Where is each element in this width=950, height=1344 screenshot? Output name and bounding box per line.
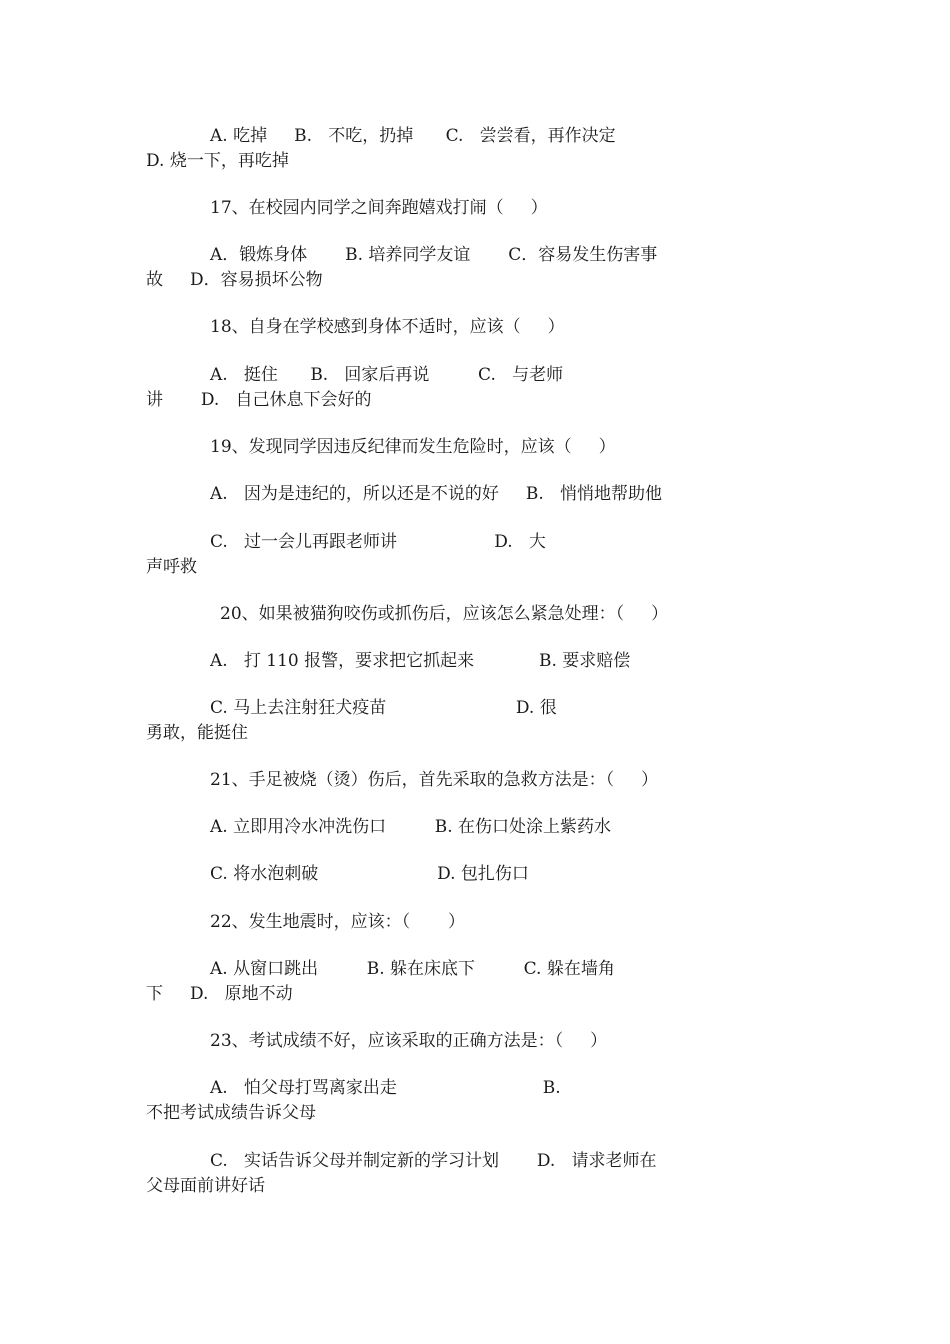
- question-20: 20、如果被猫狗咬伤或抓伤后，应该怎么紧急处理：（ ）: [220, 604, 669, 624]
- question-17: 17、在校园内同学之间奔跑嬉戏打闹（ ）: [210, 198, 548, 218]
- q20-options-line-1: A. 打 110 报警，要求把它抓起来 B. 要求赔偿: [210, 651, 631, 671]
- question-22: 22、发生地震时，应该：（ ）: [210, 912, 465, 932]
- q23-options-line-2: 不把考试成绩告诉父母: [146, 1103, 316, 1123]
- q16-options-line-2: D. 烧一下，再吃掉: [146, 151, 289, 171]
- question-19: 19、发现同学因违反纪律而发生危险时，应该（ ）: [210, 437, 616, 457]
- q16-options-line-1: A. 吃掉 B. 不吃，扔掉 C. 尝尝看，再作决定: [210, 126, 616, 146]
- q19-options-line-2: C. 过一会儿再跟老师讲 D. 大: [210, 532, 546, 552]
- q17-options-line-1: A．锻炼身体 B. 培养同学友谊 C．容易发生伤害事: [210, 245, 658, 265]
- question-21: 21、手足被烧（烫）伤后，首先采取的急救方法是：（ ）: [210, 770, 659, 790]
- q18-options-line-1: A. 挺住 B. 回家后再说 C. 与老师: [210, 365, 564, 385]
- q19-options-line-1: A. 因为是违纪的，所以还是不说的好 B. 悄悄地帮助他: [210, 484, 663, 504]
- q20-options-line-3: 勇敢，能挺住: [146, 723, 248, 743]
- q22-options-line-2: 下 D. 原地不动: [146, 984, 293, 1004]
- q20-options-line-2: C. 马上去注射狂犬疫苗 D. 很: [210, 698, 557, 718]
- q17-options-line-2: 故 D．容易损坏公物: [146, 270, 323, 290]
- q22-options-line-1: A. 从窗口跳出 B. 躲在床底下 C. 躲在墙角: [210, 959, 615, 979]
- q21-options-line-1: A. 立即用冷水冲洗伤口 B. 在伤口处涂上紫药水: [210, 817, 612, 837]
- q23-options-line-3: C. 实话告诉父母并制定新的学习计划 D. 请求老师在: [210, 1151, 657, 1171]
- q19-options-line-3: 声呼救: [146, 557, 197, 577]
- q23-options-line-1: A. 怕父母打骂离家出走 B.: [210, 1078, 561, 1098]
- q21-options-line-2: C. 将水泡刺破 D. 包扎伤口: [210, 864, 529, 884]
- q18-options-line-2: 讲 D. 自己休息下会好的: [146, 390, 372, 410]
- question-23: 23、考试成绩不好，应该采取的正确方法是：（ ）: [210, 1031, 608, 1051]
- q23-options-line-4: 父母面前讲好话: [146, 1176, 265, 1196]
- question-18: 18、自身在学校感到身体不适时，应该（ ）: [210, 317, 565, 337]
